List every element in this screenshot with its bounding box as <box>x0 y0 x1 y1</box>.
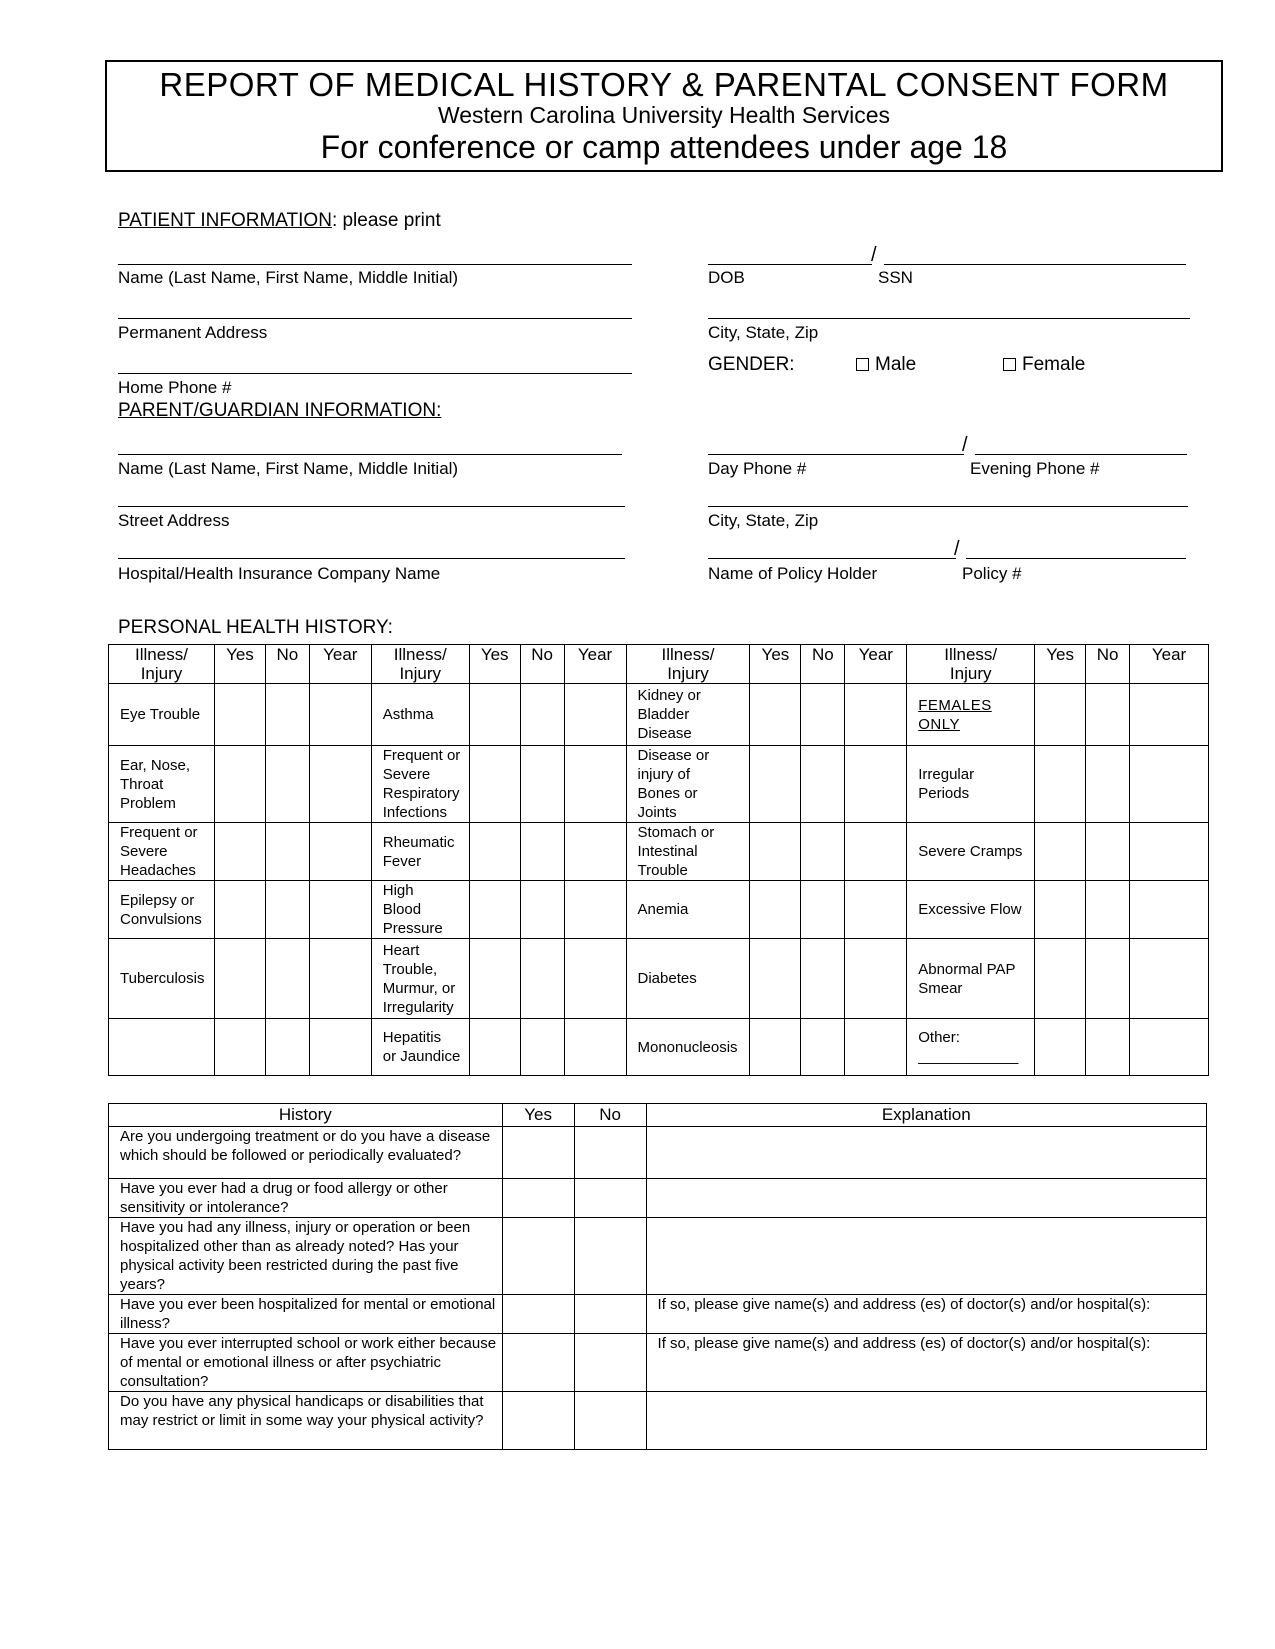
year-cell[interactable] <box>845 684 907 746</box>
street-address-label: Street Address <box>118 511 230 530</box>
no-cell[interactable] <box>520 746 564 823</box>
year-cell[interactable] <box>309 881 371 939</box>
no-cell[interactable] <box>801 746 845 823</box>
form-audience: For conference or camp attendees under age 18 <box>320 129 1008 165</box>
patient-city-field[interactable] <box>708 318 1190 319</box>
yes-header: Yes <box>750 645 801 684</box>
history-question: Have you ever interrupted school or work either because of mental or emotional illness or after psychiatric consultation? <box>109 1334 503 1392</box>
patient-name-field[interactable] <box>118 264 632 265</box>
history-question: Have you ever been hospitalized for mental or emotional illness? <box>109 1295 503 1334</box>
history-table-header <box>109 1104 1207 1127</box>
no-cell[interactable] <box>265 939 309 1019</box>
condition-label: Epilepsy or Convulsions <box>109 881 215 939</box>
condition-label: Severe Cramps <box>907 823 1035 881</box>
condition-label: Anemia <box>626 881 750 939</box>
yes-cell[interactable] <box>469 939 520 1019</box>
yes-cell[interactable] <box>750 881 801 939</box>
history-explanation[interactable]: If so, please give name(s) and address (es) of doctor(s) and/or hospital(s): <box>646 1334 1206 1392</box>
yes-cell[interactable] <box>750 939 801 1019</box>
no-cell[interactable] <box>265 823 309 881</box>
year-cell[interactable] <box>845 746 907 823</box>
history-table <box>108 1103 1207 1450</box>
yes-cell[interactable] <box>1035 746 1086 823</box>
year-cell[interactable] <box>564 1019 626 1076</box>
year-cell[interactable] <box>564 823 626 881</box>
insurance-company-label: Hospital/Health Insurance Company Name <box>118 564 441 583</box>
form-subtitle: Western Carolina University Health Services <box>437 102 891 128</box>
year-cell[interactable] <box>309 823 371 881</box>
year-cell[interactable] <box>845 939 907 1019</box>
form-header <box>105 60 1223 172</box>
history-yes-cell[interactable] <box>502 1392 574 1450</box>
illness-header: Illness/ Injury <box>626 645 750 684</box>
no-cell[interactable] <box>1086 881 1130 939</box>
condition-label: Other: ____________ <box>907 1019 1035 1076</box>
history-no-cell[interactable] <box>574 1392 646 1450</box>
no-cell[interactable] <box>1086 823 1130 881</box>
history-yes-cell[interactable] <box>502 1295 574 1334</box>
no-cell[interactable] <box>520 823 564 881</box>
patient-section-heading: PATIENT INFORMATION <box>118 210 332 231</box>
yes-cell[interactable] <box>1035 823 1086 881</box>
yes-cell[interactable] <box>1035 1019 1086 1076</box>
female-label: Female <box>1022 354 1086 375</box>
history-yes-cell[interactable] <box>502 1179 574 1218</box>
history-row <box>109 1392 1207 1450</box>
no-cell[interactable] <box>520 1019 564 1076</box>
year-cell[interactable] <box>1130 823 1209 881</box>
history-no-cell[interactable] <box>574 1179 646 1218</box>
insurance-company-field[interactable] <box>118 558 625 559</box>
guardian-section-title <box>118 400 441 422</box>
history-row <box>109 1127 1207 1179</box>
home-phone-field[interactable] <box>118 373 632 374</box>
year-cell[interactable] <box>564 881 626 939</box>
day-phone-label: Day Phone # <box>708 459 807 478</box>
patient-name-label: Name (Last Name, First Name, Middle Initial) <box>118 268 459 287</box>
no-cell[interactable] <box>520 684 564 746</box>
year-cell[interactable] <box>845 823 907 881</box>
gender-male-option[interactable] <box>856 354 916 376</box>
yes-cell[interactable] <box>1035 939 1086 1019</box>
yes-cell[interactable] <box>469 1019 520 1076</box>
history-question: Have you had any illness, injury or operation or been hospitalized other than as already noted? Has your physical activity been restricted during the past five years? <box>109 1218 503 1295</box>
year-cell[interactable] <box>845 1019 907 1076</box>
yes-cell[interactable] <box>750 1019 801 1076</box>
ssn-label: SSN <box>878 268 913 287</box>
condition-label: Diabetes <box>626 939 750 1019</box>
health-row <box>109 881 1209 939</box>
health-row <box>109 1019 1209 1076</box>
health-row <box>109 746 1209 823</box>
year-header: Year <box>1130 645 1209 684</box>
health-row <box>109 939 1209 1019</box>
history-row <box>109 1179 1207 1218</box>
phone-separator: / <box>962 434 968 456</box>
yes-cell[interactable] <box>469 823 520 881</box>
patient-city-label: City, State, Zip <box>708 323 819 342</box>
yes-header: Yes <box>1035 645 1086 684</box>
yes-cell[interactable] <box>214 684 265 746</box>
gender-label: GENDER: <box>708 354 795 375</box>
condition-label: Heart Trouble, Murmur, or Irregularity <box>371 939 469 1019</box>
health-row <box>109 684 1209 746</box>
policy-separator: / <box>954 538 960 560</box>
history-yes-cell[interactable] <box>502 1218 574 1295</box>
condition-label: Mononucleosis <box>626 1019 750 1076</box>
condition-label: Stomach or Intestinal Trouble <box>626 823 750 881</box>
yes-header: Yes <box>214 645 265 684</box>
no-cell[interactable] <box>801 939 845 1019</box>
condition-label <box>109 1019 215 1076</box>
condition-label: Eye Trouble <box>109 684 215 746</box>
no-cell[interactable] <box>265 746 309 823</box>
no-header: No <box>520 645 564 684</box>
policy-holder-field[interactable] <box>708 558 956 559</box>
year-cell[interactable] <box>1130 881 1209 939</box>
history-question: Do you have any physical handicaps or disabilities that may restrict or limit in some way your physical activity? <box>109 1392 503 1450</box>
no-cell[interactable] <box>1086 746 1130 823</box>
year-cell[interactable] <box>309 684 371 746</box>
history-no-header: No <box>574 1104 646 1127</box>
dob-ssn-separator: / <box>871 244 877 266</box>
health-row <box>109 823 1209 881</box>
no-cell[interactable] <box>1086 939 1130 1019</box>
no-cell[interactable] <box>1086 1019 1130 1076</box>
yes-cell[interactable] <box>214 823 265 881</box>
condition-label: Abnormal PAP Smear <box>907 939 1035 1019</box>
no-cell[interactable] <box>265 1019 309 1076</box>
condition-label: Ear, Nose, Throat Problem <box>109 746 215 823</box>
year-header: Year <box>845 645 907 684</box>
health-table-header <box>109 645 1209 684</box>
health-history-table <box>108 644 1209 1076</box>
dob-label: DOB <box>708 268 745 287</box>
condition-label: Hepatitis or Jaundice <box>371 1019 469 1076</box>
year-cell[interactable] <box>309 746 371 823</box>
yes-header: Yes <box>469 645 520 684</box>
no-header: No <box>801 645 845 684</box>
year-cell[interactable] <box>1130 1019 1209 1076</box>
home-phone-label: Home Phone # <box>118 378 232 397</box>
patient-section-title <box>118 210 441 232</box>
history-yes-cell[interactable] <box>502 1334 574 1392</box>
history-row <box>109 1218 1207 1295</box>
patient-ssn-field[interactable] <box>884 264 1186 265</box>
history-no-cell[interactable] <box>574 1127 646 1179</box>
condition-label: Frequent or Severe Headaches <box>109 823 215 881</box>
no-header: No <box>265 645 309 684</box>
history-explanation[interactable] <box>646 1127 1206 1179</box>
year-header: Year <box>564 645 626 684</box>
condition-label: Rheumatic Fever <box>371 823 469 881</box>
yes-cell[interactable] <box>1035 881 1086 939</box>
yes-cell[interactable] <box>750 684 801 746</box>
gender-female-option[interactable] <box>1003 354 1085 376</box>
yes-cell[interactable] <box>1035 684 1086 746</box>
yes-cell[interactable] <box>469 746 520 823</box>
year-cell[interactable] <box>564 746 626 823</box>
evening-phone-field[interactable] <box>975 454 1187 455</box>
history-no-cell[interactable] <box>574 1334 646 1392</box>
yes-cell[interactable] <box>214 1019 265 1076</box>
year-cell[interactable] <box>564 939 626 1019</box>
illness-header: Illness/ Injury <box>907 645 1035 684</box>
yes-cell[interactable] <box>214 939 265 1019</box>
guardian-city-field[interactable] <box>708 506 1188 507</box>
year-cell[interactable] <box>845 881 907 939</box>
illness-header: Illness/ Injury <box>371 645 469 684</box>
day-phone-field[interactable] <box>708 454 964 455</box>
history-yes-header: Yes <box>502 1104 574 1127</box>
no-cell[interactable] <box>801 1019 845 1076</box>
no-cell[interactable] <box>520 939 564 1019</box>
history-no-cell[interactable] <box>574 1295 646 1334</box>
no-cell[interactable] <box>801 881 845 939</box>
history-row <box>109 1295 1207 1334</box>
yes-cell[interactable] <box>750 823 801 881</box>
condition-label: Tuberculosis <box>109 939 215 1019</box>
condition-label: Asthma <box>371 684 469 746</box>
condition-label: Irregular Periods <box>907 746 1035 823</box>
year-cell[interactable] <box>1130 939 1209 1019</box>
condition-label: Disease or injury of Bones or Joints <box>626 746 750 823</box>
guardian-city-label: City, State, Zip <box>708 511 819 530</box>
permanent-address-label: Permanent Address <box>118 323 268 342</box>
guardian-name-label: Name (Last Name, First Name, Middle Initial) <box>118 459 459 478</box>
no-cell[interactable] <box>265 684 309 746</box>
year-cell[interactable] <box>1130 684 1209 746</box>
year-cell[interactable] <box>309 1019 371 1076</box>
history-explanation[interactable] <box>646 1179 1206 1218</box>
history-explanation[interactable] <box>646 1392 1206 1450</box>
male-label: Male <box>875 354 917 375</box>
form-title: REPORT OF MEDICAL HISTORY & PARENTAL CONSENT FORM <box>159 66 1169 103</box>
year-header: Year <box>309 645 371 684</box>
yes-cell[interactable] <box>214 881 265 939</box>
guardian-name-field[interactable] <box>118 454 622 455</box>
year-cell[interactable] <box>1130 746 1209 823</box>
condition-label: Excessive Flow <box>907 881 1035 939</box>
female-checkbox[interactable] <box>1003 358 1016 371</box>
history-question: Have you ever had a drug or food allergy or other sensitivity or intolerance? <box>109 1179 503 1218</box>
history-no-cell[interactable] <box>574 1218 646 1295</box>
street-address-field[interactable] <box>118 506 625 507</box>
year-cell[interactable] <box>309 939 371 1019</box>
no-cell[interactable] <box>1086 684 1130 746</box>
year-cell[interactable] <box>564 684 626 746</box>
history-yes-cell[interactable] <box>502 1127 574 1179</box>
no-cell[interactable] <box>265 881 309 939</box>
history-question: Are you undergoing treatment or do you have a disease which should be followed or periodically evaluated? <box>109 1127 503 1179</box>
permanent-address-field[interactable] <box>118 318 632 319</box>
no-cell[interactable] <box>801 684 845 746</box>
yes-cell[interactable] <box>469 881 520 939</box>
yes-cell[interactable] <box>750 746 801 823</box>
no-cell[interactable] <box>801 823 845 881</box>
history-col-header: History <box>109 1104 503 1127</box>
male-checkbox[interactable] <box>856 358 869 371</box>
condition-label: Frequent or Severe Respiratory Infections <box>371 746 469 823</box>
evening-phone-label: Evening Phone # <box>970 459 1100 478</box>
no-cell[interactable] <box>520 881 564 939</box>
no-header: No <box>1086 645 1130 684</box>
condition-label: FEMALES ONLY <box>907 684 1035 746</box>
history-explanation[interactable] <box>646 1218 1206 1295</box>
patient-dob-field[interactable] <box>708 264 872 265</box>
condition-label: High Blood Pressure <box>371 881 469 939</box>
guardian-section-heading: PARENT/GUARDIAN INFORMATION: <box>118 400 442 421</box>
policy-number-label: Policy # <box>962 564 1022 583</box>
health-history-title: PERSONAL HEALTH HISTORY: <box>118 617 393 638</box>
history-row <box>109 1334 1207 1392</box>
history-explanation-header: Explanation <box>646 1104 1206 1127</box>
illness-header: Illness/ Injury <box>109 645 215 684</box>
policy-number-field[interactable] <box>966 558 1186 559</box>
yes-cell[interactable] <box>469 684 520 746</box>
yes-cell[interactable] <box>214 746 265 823</box>
patient-section-suffix: : please print <box>331 210 441 231</box>
history-explanation[interactable]: If so, please give name(s) and address (es) of doctor(s) and/or hospital(s): <box>646 1295 1206 1334</box>
condition-label: Kidney or Bladder Disease <box>626 684 750 746</box>
policy-holder-label: Name of Policy Holder <box>708 564 878 583</box>
